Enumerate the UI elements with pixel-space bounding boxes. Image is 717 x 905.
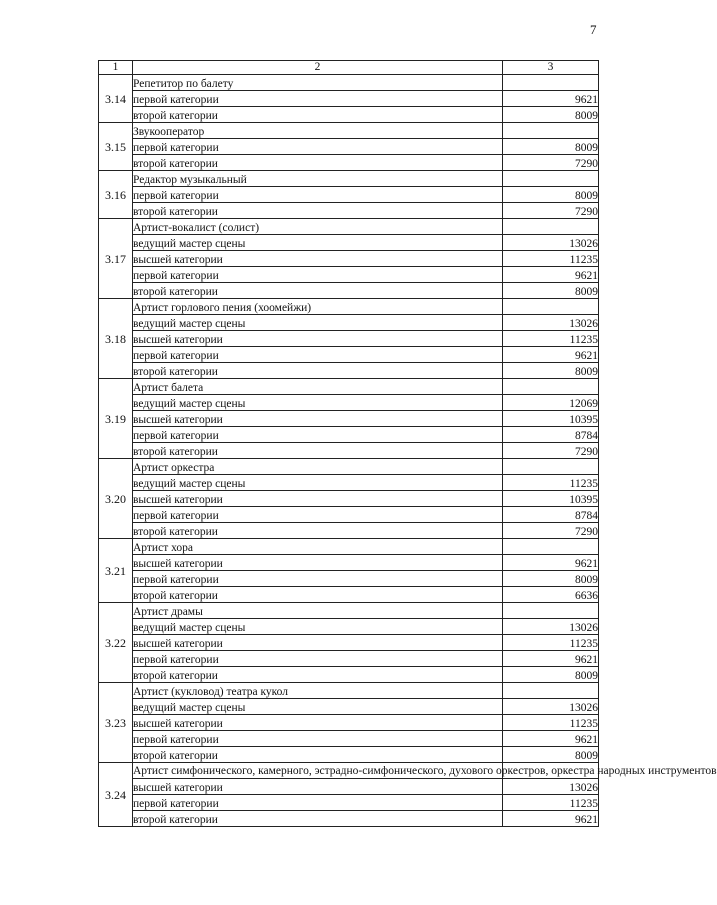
salary-value: 13026 xyxy=(503,619,599,635)
table-row xyxy=(99,635,599,651)
salary-value: 11235 xyxy=(503,635,599,651)
category-label: первой категории xyxy=(133,571,503,587)
category-label: высшей категории xyxy=(133,491,503,507)
salary-value: 8009 xyxy=(503,283,599,299)
section-title-row xyxy=(99,459,599,475)
salary-value: 11235 xyxy=(503,251,599,267)
position-title: Артист балета xyxy=(133,379,503,395)
table-row xyxy=(99,523,599,539)
empty-value-cell xyxy=(503,123,599,139)
category-label: второй категории xyxy=(133,363,503,379)
position-title: Артист-вокалист (солист) xyxy=(133,219,503,235)
empty-value-cell xyxy=(503,683,599,699)
section-number: 3.22 xyxy=(99,603,133,683)
table-row xyxy=(99,779,599,795)
salary-value: 9621 xyxy=(503,347,599,363)
category-label: первой категории xyxy=(133,427,503,443)
category-label: второй категории xyxy=(133,523,503,539)
salary-value: 9621 xyxy=(503,267,599,283)
salary-value: 8009 xyxy=(503,571,599,587)
table-row xyxy=(99,731,599,747)
table-row xyxy=(99,155,599,171)
salary-value: 7290 xyxy=(503,155,599,171)
salary-table xyxy=(98,60,717,827)
table-row xyxy=(99,363,599,379)
category-label: первой категории xyxy=(133,91,503,107)
table-row xyxy=(99,187,599,203)
category-label: первой категории xyxy=(133,347,503,363)
table-row xyxy=(99,491,599,507)
table-row xyxy=(99,571,599,587)
header-col-2: 2 xyxy=(133,61,503,75)
position-title: Редактор музыкальный xyxy=(133,171,503,187)
salary-value: 11235 xyxy=(503,475,599,491)
header-row xyxy=(99,61,599,75)
salary-value: 12069 xyxy=(503,395,599,411)
category-label: ведущий мастер сцены xyxy=(133,619,503,635)
section-number: 3.23 xyxy=(99,683,133,763)
salary-value: 8784 xyxy=(503,427,599,443)
table-row xyxy=(99,347,599,363)
table-row xyxy=(99,139,599,155)
table-row xyxy=(99,795,599,811)
salary-value: 11235 xyxy=(503,795,599,811)
category-label: первой категории xyxy=(133,731,503,747)
table-row xyxy=(99,251,599,267)
salary-value: 9621 xyxy=(503,731,599,747)
salary-value: 7290 xyxy=(503,523,599,539)
category-label: первой категории xyxy=(133,795,503,811)
table-row xyxy=(99,699,599,715)
section-title-row xyxy=(99,603,599,619)
salary-value: 8009 xyxy=(503,139,599,155)
category-label: второй категории xyxy=(133,587,503,603)
table-row xyxy=(99,667,599,683)
table-row xyxy=(99,267,599,283)
position-title: Артист горлового пения (хоомейжи) xyxy=(133,299,503,315)
category-label: первой категории xyxy=(133,139,503,155)
salary-value: 7290 xyxy=(503,203,599,219)
position-title: Артист симфонического, камерного, эстрадно-симфонического, духового оркестров, оркестра народных инструментов xyxy=(133,763,503,779)
section-title-row xyxy=(99,171,599,187)
table-row xyxy=(99,555,599,571)
salary-value: 13026 xyxy=(503,315,599,331)
salary-value: 8009 xyxy=(503,747,599,763)
table-row xyxy=(99,235,599,251)
category-label: второй категории xyxy=(133,283,503,299)
salary-value: 9621 xyxy=(503,91,599,107)
page-number: 7 xyxy=(590,22,597,37)
section-title-row xyxy=(99,75,599,91)
empty-value-cell xyxy=(503,603,599,619)
category-label: второй категории xyxy=(133,443,503,459)
section-title-row xyxy=(99,379,599,395)
section-number: 3.14 xyxy=(99,75,133,123)
position-title: Артист оркестра xyxy=(133,459,503,475)
salary-value: 8784 xyxy=(503,507,599,523)
table-row xyxy=(99,91,599,107)
table-row xyxy=(99,315,599,331)
salary-value: 9621 xyxy=(503,651,599,667)
category-label: второй категории xyxy=(133,107,503,123)
category-label: высшей категории xyxy=(133,779,503,795)
salary-value: 6636 xyxy=(503,587,599,603)
salary-value: 13026 xyxy=(503,699,599,715)
position-title: Репетитор по балету xyxy=(133,75,503,91)
table-row xyxy=(99,443,599,459)
category-label: ведущий мастер сцены xyxy=(133,475,503,491)
category-label: первой категории xyxy=(133,651,503,667)
section-number: 3.17 xyxy=(99,219,133,299)
section-title-row xyxy=(99,299,599,315)
empty-value-cell xyxy=(503,299,599,315)
table-row xyxy=(99,507,599,523)
table-row xyxy=(99,107,599,123)
salary-value: 7290 xyxy=(503,443,599,459)
section-title-row xyxy=(99,683,599,699)
position-title: Артист (кукловод) театра кукол xyxy=(133,683,503,699)
section-number: 3.20 xyxy=(99,459,133,539)
salary-value: 9621 xyxy=(503,555,599,571)
section-number: 3.16 xyxy=(99,171,133,219)
category-label: высшей категории xyxy=(133,251,503,267)
empty-value-cell xyxy=(503,459,599,475)
salary-value: 11235 xyxy=(503,715,599,731)
category-label: высшей категории xyxy=(133,331,503,347)
section-title-row xyxy=(99,219,599,235)
empty-value-cell xyxy=(503,171,599,187)
empty-value-cell xyxy=(503,379,599,395)
table-row xyxy=(99,747,599,763)
category-label: второй категории xyxy=(133,811,503,827)
section-title-row xyxy=(99,123,599,139)
position-title: Звукооператор xyxy=(133,123,503,139)
section-number: 3.21 xyxy=(99,539,133,603)
category-label: ведущий мастер сцены xyxy=(133,395,503,411)
section-number: 3.19 xyxy=(99,379,133,459)
table-row xyxy=(99,411,599,427)
table-row xyxy=(99,651,599,667)
header-col-1: 1 xyxy=(99,61,133,75)
section-title-row xyxy=(99,763,599,779)
table-row xyxy=(99,587,599,603)
category-label: первой категории xyxy=(133,187,503,203)
position-title: Артист драмы xyxy=(133,603,503,619)
salary-value: 9621 xyxy=(503,811,599,827)
salary-value: 8009 xyxy=(503,363,599,379)
category-label: высшей категории xyxy=(133,635,503,651)
category-label: второй категории xyxy=(133,747,503,763)
category-label: ведущий мастер сцены xyxy=(133,235,503,251)
category-label: первой категории xyxy=(133,507,503,523)
header-col-3: 3 xyxy=(503,61,599,75)
table-row xyxy=(99,619,599,635)
section-title-row xyxy=(99,539,599,555)
salary-value: 8009 xyxy=(503,667,599,683)
category-label: второй категории xyxy=(133,667,503,683)
table-row xyxy=(99,395,599,411)
table-row xyxy=(99,203,599,219)
category-label: высшей категории xyxy=(133,411,503,427)
table-row xyxy=(99,427,599,443)
table-row xyxy=(99,715,599,731)
category-label: второй категории xyxy=(133,155,503,171)
salary-value: 13026 xyxy=(503,779,599,795)
category-label: второй категории xyxy=(133,203,503,219)
position-title: Артист хора xyxy=(133,539,503,555)
category-label: высшей категории xyxy=(133,715,503,731)
salary-value: 8009 xyxy=(503,107,599,123)
table-row xyxy=(99,331,599,347)
category-label: ведущий мастер сцены xyxy=(133,315,503,331)
table-row xyxy=(99,475,599,491)
section-number: 3.18 xyxy=(99,299,133,379)
empty-value-cell xyxy=(503,219,599,235)
section-number: 3.15 xyxy=(99,123,133,171)
empty-value-cell xyxy=(503,75,599,91)
table-row xyxy=(99,283,599,299)
table-body xyxy=(99,75,717,827)
salary-value: 13026 xyxy=(503,235,599,251)
salary-value: 10395 xyxy=(503,491,599,507)
salary-value: 11235 xyxy=(503,331,599,347)
category-label: первой категории xyxy=(133,267,503,283)
salary-value: 8009 xyxy=(503,187,599,203)
table-row xyxy=(99,811,599,827)
section-number: 3.24 xyxy=(99,763,133,827)
category-label: высшей категории xyxy=(133,555,503,571)
salary-value: 10395 xyxy=(503,411,599,427)
category-label: ведущий мастер сцены xyxy=(133,699,503,715)
empty-value-cell xyxy=(503,539,599,555)
